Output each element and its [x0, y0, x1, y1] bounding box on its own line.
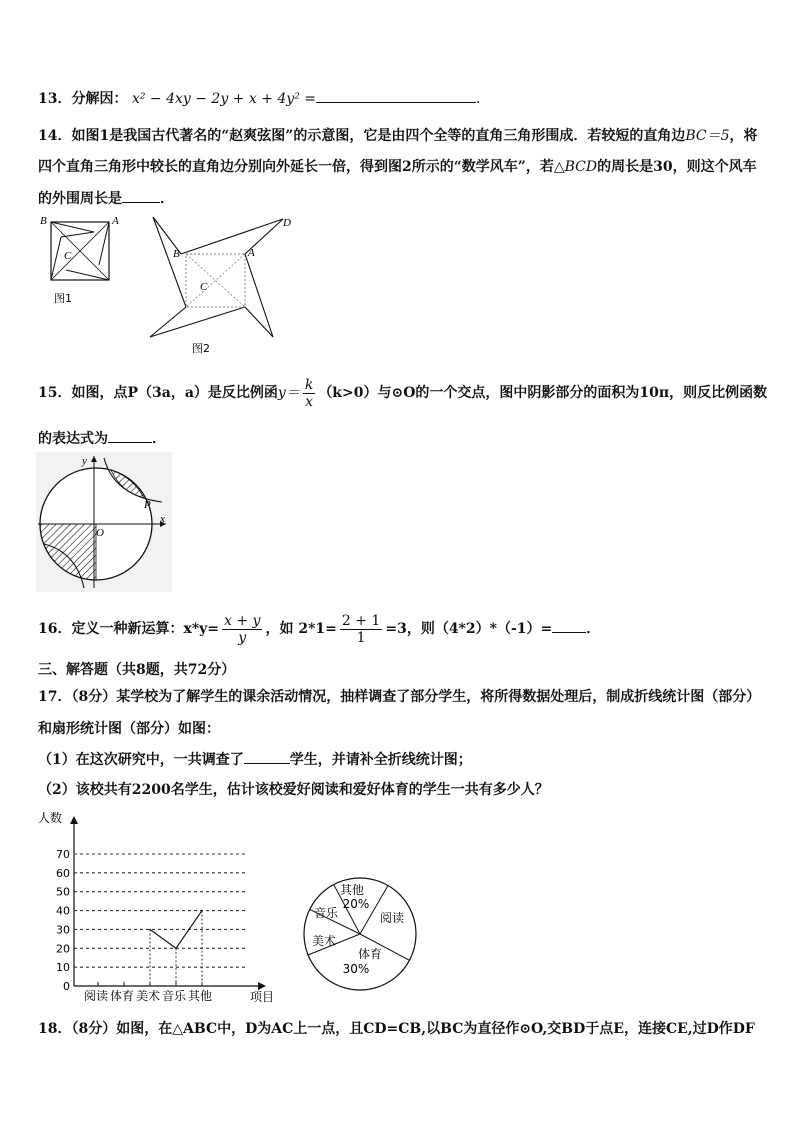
q16-answer-blank [552, 632, 586, 633]
q15-text-a: 如图，点P（3a，a）是反比例函 [71, 385, 278, 401]
fig1-label-a: A [112, 215, 119, 227]
q14-text-2a: 四个直角三角形中较长的直角边分别向外延长一倍，得到图2所示的“数学风车”，若△ [38, 159, 565, 175]
x-tick-label: 音乐 [161, 989, 187, 1003]
y-tick-label: 10 [56, 961, 70, 975]
q17-sub1 [38, 749, 472, 769]
q15-frac-den: x [305, 393, 314, 410]
q14-text-2c: 的周长是30，则这个风车 [597, 159, 757, 175]
pie-slice-label: 美术 [311, 934, 337, 948]
q17-sub1-b: 学生，并请补全折线统计图； [289, 752, 472, 768]
q16-fraction-2 [340, 613, 382, 646]
q14-text-1a: 如图1是我国古代著名的“赵爽弦图”的示意图，它是由四个全等的直角三角形围成．若较短的直角边 [71, 128, 686, 144]
fig1-label-b: B [40, 215, 47, 227]
q13-end: . [476, 91, 481, 107]
q15-figure [36, 452, 172, 592]
line-chart [38, 808, 278, 1004]
q15-label-x: x [160, 513, 165, 525]
q16-frac2-den: 1 [356, 629, 366, 646]
q15-end: ． [152, 431, 166, 447]
q17-line1: 17．（8分）某学校为了解学生的课余活动情况，抽样调查了部分学生，将所得数据处理后，制成折线统计图（部分） [38, 689, 761, 705]
fig2-label-d: D [283, 217, 291, 229]
q15-line2 [38, 428, 166, 448]
x-tick-label: 阅读 [83, 989, 109, 1003]
q16-frac1-den: y [238, 629, 247, 646]
q14-bc: BC＝5 [685, 128, 730, 144]
q15-text-b: （k>0）与⊙O的一个交点，图中阴影部分的面积为10π，则反比例函数 [318, 385, 768, 401]
q14-bcd: BCD [564, 159, 598, 175]
q15-y-eq: y＝ [277, 385, 300, 401]
y-tick-label: 30 [56, 923, 70, 937]
q14-text-1c: ，将 [729, 128, 758, 144]
y-tick-label: 20 [56, 942, 70, 956]
q14-text-3: 的外围周长是 [38, 191, 122, 207]
q14-figure-1 [36, 212, 136, 312]
y-tick-label: 60 [56, 866, 70, 880]
y-tick-label: 0 [63, 980, 70, 993]
q13-expression: x² − 4xy − 2y + x + 4y² = [131, 91, 317, 107]
q15-line1 [38, 376, 767, 410]
pie-slice-label: 其他 [339, 883, 365, 897]
q17-line2: 和扇形统计图（部分）如图： [38, 721, 220, 737]
pie-chart [298, 872, 422, 996]
x-axis-label: 项目 [250, 990, 275, 1004]
x-axis-arrow [258, 982, 266, 990]
q16-line [38, 612, 600, 646]
q15-answer-blank [108, 442, 152, 443]
fig2-caption: 图2 [192, 342, 210, 355]
q18-line1: 18．（8分）如图，在△ABC中，D为AC上一点，且CD=CB,以BC为直径作⊙O,交BD于点E，连接CE,过D作DF [38, 1021, 755, 1037]
q15-fraction [303, 377, 315, 410]
q15-label-o: O [96, 527, 104, 539]
fig2-label-b: B [173, 248, 180, 260]
q17-sub1-a: （1）在这次研究中，一共调查了 [38, 752, 244, 768]
q14-figure-2 [140, 212, 300, 362]
q13-number: 13． [38, 91, 72, 107]
fig1-caption: 图1 [54, 292, 72, 305]
fig2-label-c: C [200, 281, 208, 293]
pie-slice-label: 体育 [357, 947, 383, 961]
y-axis-arrow [70, 816, 78, 824]
y-tick-label: 70 [56, 848, 70, 861]
pie-slice-label: 阅读 [379, 911, 405, 925]
section-3-heading: 三、解答题（共8题，共72分） [38, 662, 236, 678]
q14-number: 14． [38, 128, 72, 144]
q15-frac-num: k [304, 376, 314, 393]
x-tick-label: 其他 [187, 989, 213, 1003]
q16-frac2-num: 2 + 1 [341, 612, 381, 629]
q14-line3 [38, 188, 174, 208]
q15-number: 15． [38, 385, 72, 401]
q14-answer-blank [122, 202, 160, 203]
q16-text-c: =3，则（4*2）*（-1）= [385, 621, 553, 637]
y-axis-label: 人数 [38, 811, 63, 825]
x-tick-label: 体育 [109, 989, 135, 1003]
q17-answer-blank [244, 763, 290, 764]
q13-answer-blank [316, 102, 476, 103]
q16-text-a: 定义一种新运算：x*y= [71, 621, 220, 637]
q16-number: 16． [38, 621, 72, 637]
q14-line2 [38, 156, 757, 176]
y-tick-label: 40 [56, 904, 70, 918]
q17-sub2: （2）该校共有2200名学生，估计该校爱好阅读和爱好体育的学生一共有多少人？ [38, 782, 549, 798]
q15-label-p: P [144, 499, 151, 511]
q16-text-b: ，如 2*1= [265, 621, 337, 637]
q15-text-line2: 的表达式为 [38, 431, 108, 447]
q16-frac1-num: x + y [224, 612, 261, 629]
pie-slice-percent: 30% [342, 962, 370, 976]
pie-slice-percent: 20% [342, 897, 370, 911]
q13-prefix: 分解因： [71, 91, 128, 107]
pie-slice-label: 音乐 [313, 906, 339, 920]
fig2-label-a: A [248, 247, 255, 259]
q16-end: ． [586, 621, 601, 637]
q14-line1 [38, 125, 758, 145]
q13-line [38, 88, 480, 108]
fig1-label-c: C [64, 250, 72, 262]
q14-end: ． [160, 191, 174, 207]
q16-fraction-1 [222, 613, 262, 646]
x-tick-label: 美术 [135, 989, 161, 1003]
y-tick-label: 50 [56, 885, 70, 899]
q15-label-y: y [82, 455, 87, 467]
